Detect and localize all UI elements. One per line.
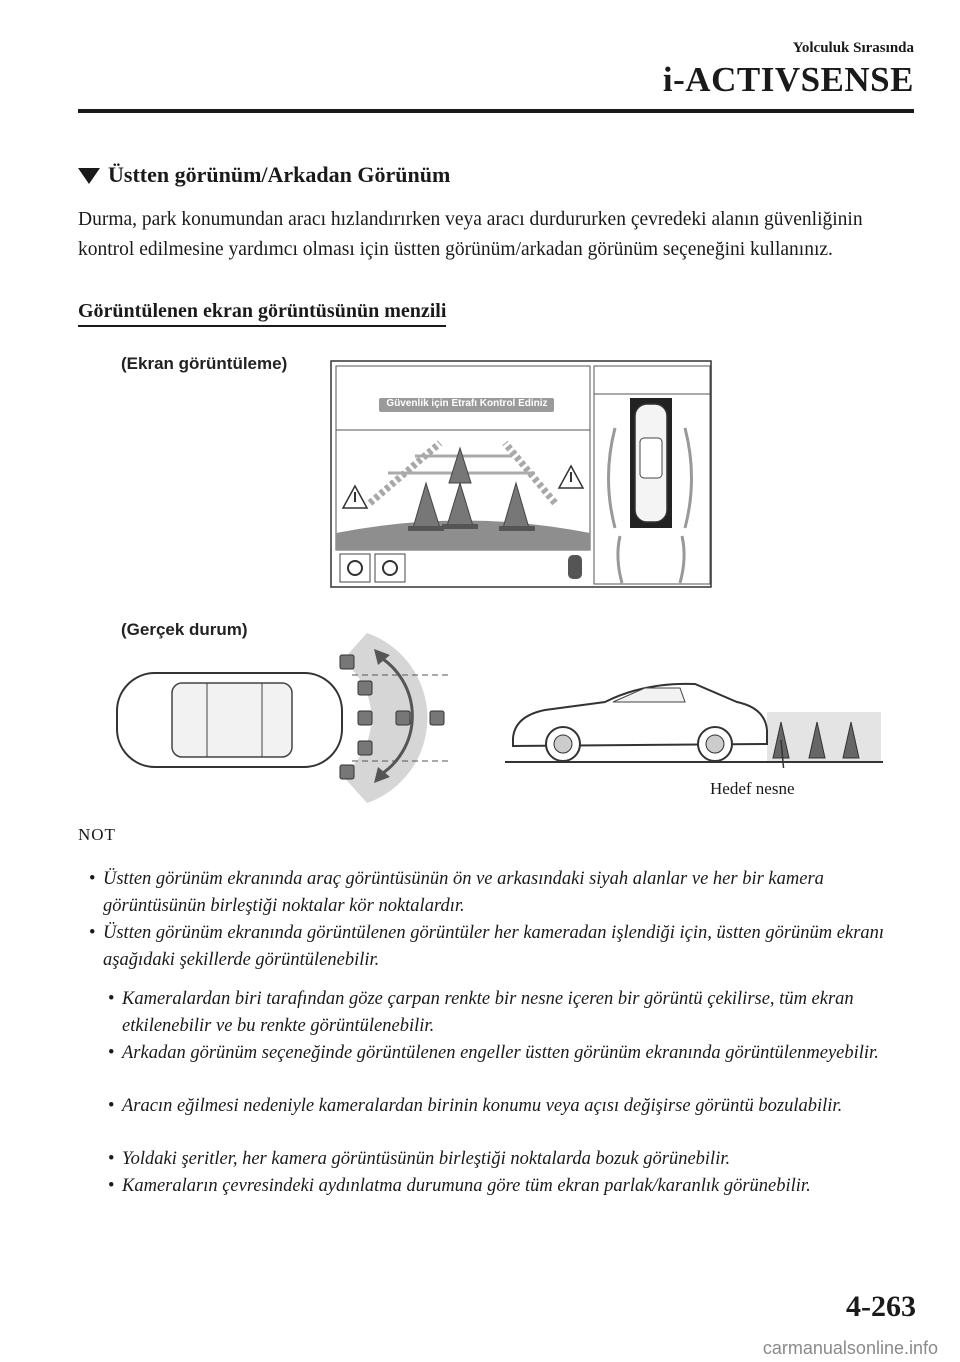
note-title: NOT [78, 825, 116, 844]
intro-paragraph: Durma, park konumundan aracı hızlandırırken veya aracı durdururken çevredeki alanın güvenliğinin kontrol edilmesine yardımcı olması için üstten görünüm/arkadan görünüm seçeneğini kullanınız. [78, 209, 863, 260]
note-bullet: • Üstten görünüm ekranında görüntülenen görüntüler her kameradan işlendiği için, üstten görünüm ekranı aşağıdaki şekillerde görüntülenebilir. [103, 920, 913, 974]
note-sub-bullet: • Arkadan görünüm seçeneğinde görüntülenen engeller üstten görünüm ekranında görüntülenmeyebilir. [122, 1040, 917, 1067]
header-rule [78, 109, 914, 113]
note-sub-bullet: • Yoldaki şeritler, her kamera görüntüsünün birleştiği noktalarda bozuk görünebilir. [122, 1146, 917, 1173]
note-sub-bullet: • Aracın eğilmesi nedeniyle kameralardan birinin konumu veya açısı değişirse görüntü bozulabilir. [122, 1093, 917, 1120]
bullet-dot-icon: • [108, 1176, 115, 1196]
actual-situation-label: (Gerçek durum) [121, 620, 248, 639]
section-heading [78, 162, 450, 188]
bullet-dot-icon: • [108, 1096, 115, 1116]
section-heading-text: Üstten görünüm/Arkadan Görünüm [108, 162, 451, 187]
chapter-subtitle: Yolculuk Sırasında [792, 40, 914, 56]
note-sub-bullet: • Kameraların çevresindeki aydınlatma durumuna göre tüm ekran parlak/karanlık görünebilir. [122, 1173, 917, 1200]
screen-banner-text: Güvenlik için Etrafı Kontrol Ediniz [386, 398, 548, 409]
note-bullet: • Üstten görünüm ekranında araç görüntüsünün ön ve arkasındaki siyah alanlar ve her bir kamera görüntüsünün birleştiği noktalar kör noktalardır. [103, 866, 913, 920]
bullet-dot-icon: • [108, 1043, 115, 1063]
top-view-car-illustration [112, 625, 462, 805]
watermark: carmanualsonline.info [762, 1338, 938, 1358]
bullet-dot-icon: • [108, 989, 115, 1009]
screen-display-illustration [330, 358, 716, 590]
triangle-down-icon [78, 168, 100, 184]
bullet-dot-icon: • [89, 869, 96, 889]
bullet-dot-icon: • [89, 923, 96, 943]
page-number: 4-263 [846, 1290, 916, 1323]
screen-display-label: (Ekran görüntüleme) [121, 354, 288, 373]
bullet-dot-icon: • [108, 1149, 115, 1169]
target-object-label: Hedef nesne [710, 779, 795, 798]
side-view-car-illustration [505, 678, 883, 768]
subheading: Görüntülenen ekran görüntüsünün menzili [78, 300, 446, 327]
note-sub-bullet: • Kameralardan biri tarafından göze çarpan renkte bir nesne içeren bir görüntü çekilirse, tüm ekran etkilenebilir ve bu renkte görüntülenebilir. [122, 986, 917, 1040]
chapter-title: i-ACTIVSENSE [662, 60, 914, 99]
